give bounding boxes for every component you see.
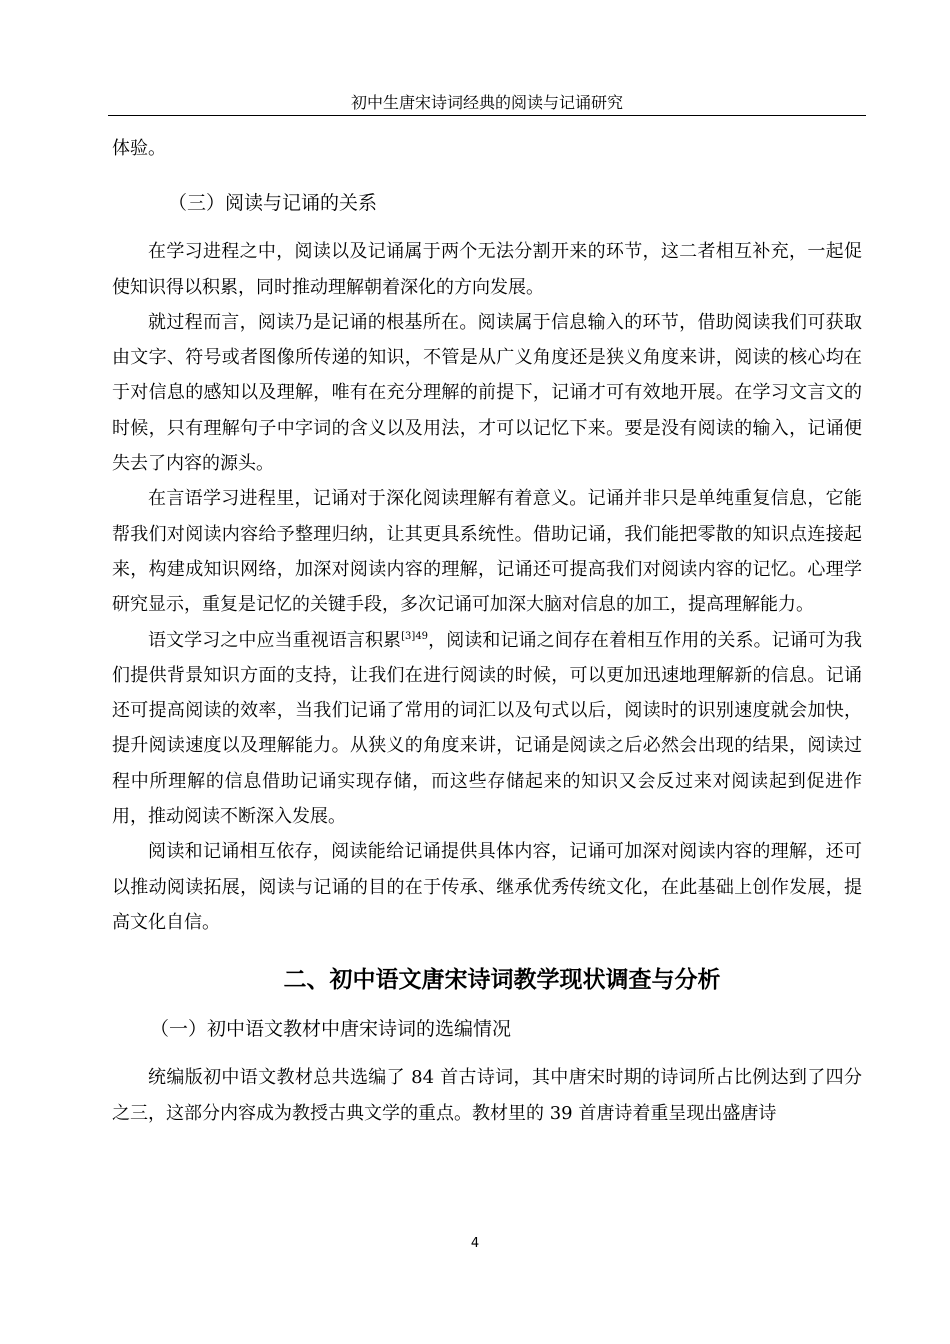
paragraph-text: ，阅读和记诵之间存在着相互作用的关系。记诵可为我们提供背景知识方面的支持，让我们在进行阅读的时候，可以更加迅速地理解新的信息。记诵还可提高阅读的效率，当我们记诵了常用的词汇以及句式以后，阅读时的识别速度就会加快，提升阅读速度以及理解能力。从狭义的角度来讲，记诵是阅读之后必然会出现的结果，阅读过程中所理解的信息借助记诵实现存储，而这些存储起来的知识又会反过来对阅读起到促进作用，推动阅读不断深入发展。 [112, 629, 863, 828]
chapter-heading: 二、初中语文唐宋诗词教学现状调查与分析 [283, 967, 721, 994]
section-heading-reading-recitation-relation: （三）阅读与记诵的关系 [168, 192, 378, 215]
paragraph: 在言语学习进程里，记诵对于深化阅读理解有着意义。记诵并非只是单纯重复信息，它能帮我们对阅读内容给予整理归纳，让其更具系统性。借助记诵，我们能把零散的知识点连接起来，构建成知识网络，加深对阅读内容的理解，记诵还可提高我们对阅读内容的记忆。心理学研究显示，重复是记忆的关键手段，多次记诵可加深大脑对信息的加工，提高理解能力。 [112, 488, 862, 616]
page-body [112, 131, 862, 1131]
paragraph: 就过程而言，阅读乃是记诵的根基所在。阅读属于信息输入的环节，借助阅读我们可获取由文字、符号或者图像所传递的知识，不管是从广义角度还是狭义角度来讲，阅读的核心均在于对信息的感知以及理解，唯有在充分理解的前提下，记诵才可有效地开展。在学习文言文的时候，只有理解句子中字词的含义以及用法，才可以记忆下来。要是没有阅读的输入，记诵便失去了内容的源头。 [112, 311, 862, 475]
citation-marker: [3]49 [401, 630, 429, 642]
lead-paragraph: 体验。 [112, 138, 166, 159]
paragraph: 统编版初中语文教材总共选编了 84 首古诗词，其中唐宋时期的诗词所占比例达到了四分之三，这部分内容成为教授古典文学的重点。教材里的 39 首唐诗着重呈现出盛唐诗 [112, 1067, 862, 1124]
page-number: 4 [470, 1236, 480, 1251]
paragraph-text: 语文学习之中应当重视语言积累 [148, 629, 402, 651]
paragraph: 阅读和记诵相互依存，阅读能给记诵提供具体内容，记诵可加深对阅读内容的理解，还可以推动阅读拓展，阅读与记诵的目的在于传承、继承优秀传统文化，在此基础上创作发展，提高文化自信。 [112, 841, 862, 933]
section-heading-textbook-selection: （一）初中语文教材中唐宋诗词的选编情况 [150, 1018, 512, 1041]
header-rule [108, 115, 866, 116]
running-header: 初中生唐宋诗词经典的阅读与记诵研究 [350, 93, 623, 112]
paragraph: 在学习进程之中，阅读以及记诵属于两个无法分割开来的环节，这二者相互补充，一起促使知识得以积累，同时推动理解朝着深化的方向发展。 [112, 241, 862, 298]
paragraph-with-citation [112, 623, 862, 835]
